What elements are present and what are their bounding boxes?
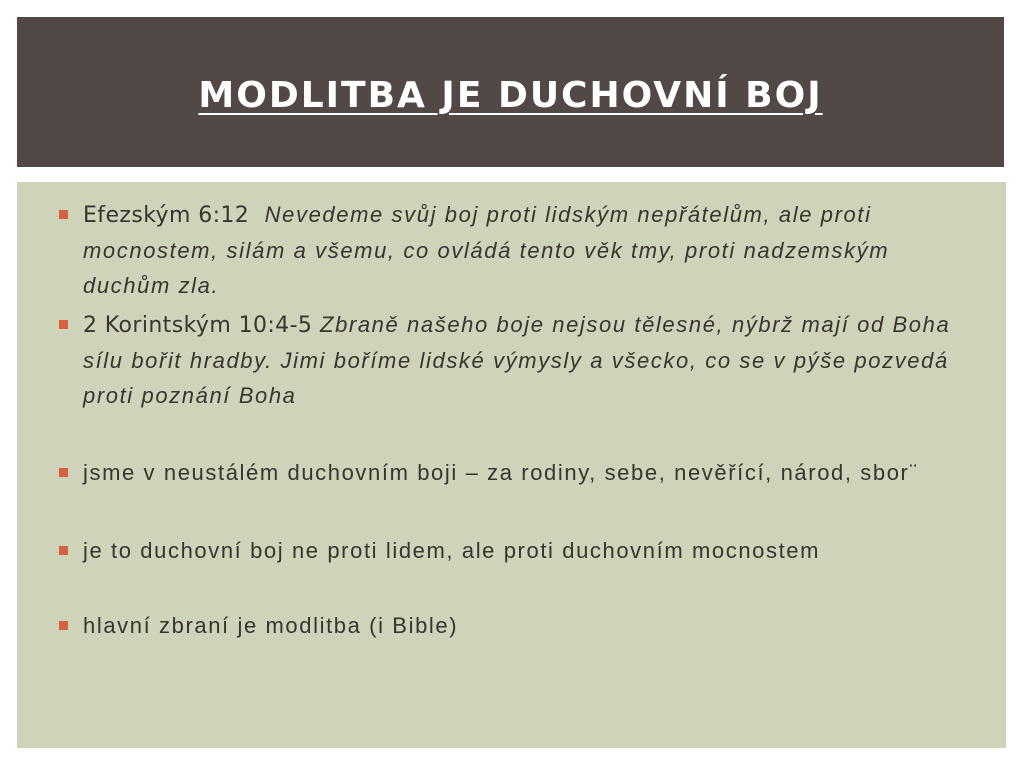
square-bullet-icon <box>59 210 68 219</box>
slide-header <box>17 17 1004 167</box>
bible-reference: Efezským 6:12 <box>83 203 250 228</box>
bible-quote: Zbraně našeho boje nejsou tělesné, nýbrž mají od Boha sílu bořit hradby. Jimi boříme lidské výmysly a všecko, co se v pýše pozvedá proti poznání Boha <box>83 312 951 408</box>
bullet-item-main-weapon <box>83 608 983 643</box>
square-bullet-icon <box>59 468 68 477</box>
bullet-item-not-against-people <box>83 533 983 568</box>
slide-title: MODLITBA JE DUCHOVNÍ BOJ <box>198 74 823 116</box>
bullet-text: hlavní zbraní je modlitba (i Bible) <box>83 613 459 638</box>
bullet-item-efezskym <box>83 197 983 303</box>
bullet-text: je to duchovní boj ne proti lidem, ale proti duchovním mocnostem <box>83 538 821 563</box>
square-bullet-icon <box>59 546 68 555</box>
square-bullet-icon <box>59 320 68 329</box>
slide-content <box>17 182 1006 748</box>
bible-quote: Nevedeme svůj boj proti lidským nepřátelům, ale proti mocnostem, silám a všemu, co ovládá tento věk tmy, proti nadzemským duchům zla. <box>83 202 890 298</box>
bible-reference: 2 Korintským 10:4-5 <box>83 313 313 338</box>
square-bullet-icon <box>59 621 68 630</box>
bullet-text: jsme v neustálém duchovním boji – za rodiny, sebe, nevěřící, národ, sbor¨ <box>83 460 919 485</box>
bullet-item-korintskym <box>83 307 983 413</box>
bullet-item-spiritual-fight <box>83 455 983 490</box>
